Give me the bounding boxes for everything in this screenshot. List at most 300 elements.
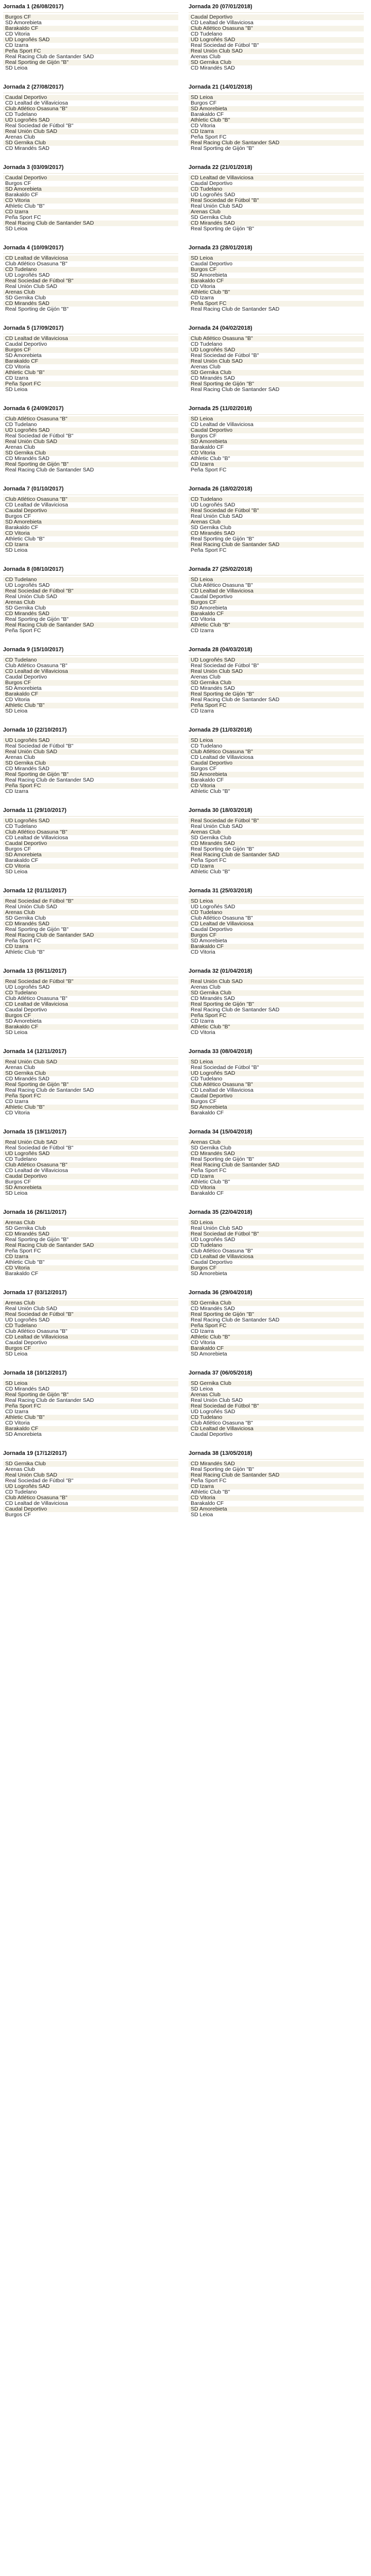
- round-title: Jornada 13 (05/11/2017): [3, 968, 66, 974]
- team-line: CD Vitoria: [5, 31, 30, 37]
- team-line: SD Amorebieta: [5, 1432, 42, 1437]
- team-line: Club Atlético Osasuna "B": [191, 583, 253, 588]
- team-line: CD Izarra: [5, 376, 28, 381]
- team-line: Real Sociedad de Fútbol "B": [189, 818, 364, 824]
- team-line: Real Sociedad de Fútbol "B": [189, 508, 364, 514]
- team-line: Burgos CF: [5, 514, 31, 519]
- team-line: Real Sporting de Gijón "B": [5, 307, 69, 312]
- team-line: SD Gernika Club: [5, 1226, 46, 1231]
- team-line: Real Sociedad de Fútbol "B": [191, 663, 259, 669]
- team-line: CD Tudelano: [3, 1323, 178, 1329]
- round-row: [0, 1206, 371, 1286]
- team-line: CD Izarra: [189, 863, 364, 869]
- team-line: Barakaldo CF: [3, 26, 178, 31]
- team-line: Real Racing Club de Santander SAD: [189, 1472, 364, 1478]
- round-title: Jornada 21 (14/01/2018): [189, 84, 252, 90]
- team-line: CD Vitoria: [189, 1185, 364, 1191]
- team-line: Arenas Club: [189, 1392, 364, 1398]
- team-line: UD Logroñés SAD: [191, 1409, 235, 1415]
- team-line: SD Amorebieta: [5, 353, 42, 359]
- team-line: CD Vitoria: [5, 1110, 30, 1116]
- team-line: SD Amorebieta: [3, 1185, 178, 1191]
- team-line: Real Sporting de Gijón "B": [3, 462, 178, 467]
- team-line: CD Lealtad de Villaviciosa: [191, 20, 254, 26]
- team-line: Real Sociedad de Fútbol "B": [3, 588, 178, 594]
- team-line: CD Lealtad de Villaviciosa: [5, 835, 68, 841]
- team-line: CD Tudelano: [5, 112, 37, 117]
- team-line: CD Lealtad de Villaviciosa: [5, 100, 68, 106]
- team-line: CD Mirandés SAD: [3, 1231, 178, 1237]
- round-title: Jornada 19 (17/12/2017): [3, 1450, 67, 1456]
- round-title: Jornada 15 (19/11/2017): [3, 1129, 66, 1135]
- team-line: CD Izarra: [5, 789, 28, 794]
- team-line: CD Tudelano: [189, 187, 364, 192]
- team-line: Peña Sport FC: [5, 628, 41, 634]
- team-line: Arenas Club: [189, 829, 364, 835]
- team-line: CD Lealtad de Villaviciosa: [189, 1426, 364, 1432]
- team-line: Arenas Club: [191, 985, 221, 990]
- team-line: SD Leioa: [5, 65, 28, 71]
- team-line: Real Sporting de Gijón "B": [191, 146, 255, 151]
- round-title: Jornada 18 (10/12/2017): [3, 1370, 67, 1376]
- team-line: Caudal Deportivo: [3, 841, 178, 846]
- team-line: Real Unión Club SAD: [191, 514, 243, 519]
- team-line: Real Racing Club de Santander SAD: [191, 1007, 280, 1013]
- round-row: [0, 321, 371, 402]
- team-line: Barakaldo CF: [5, 192, 39, 198]
- team-line: Peña Sport FC: [191, 467, 227, 473]
- team-line: CD Vitoria: [191, 1340, 215, 1346]
- team-line: SD Gernika Club: [3, 1071, 178, 1076]
- team-line: CD Lealtad de Villaviciosa: [191, 755, 254, 760]
- team-line: Barakaldo CF: [189, 1346, 364, 1351]
- round-row: [0, 0, 371, 80]
- team-line: Peña Sport FC: [189, 1013, 364, 1019]
- team-line: Peña Sport FC: [189, 703, 364, 708]
- team-line: Caudal Deportivo: [3, 95, 178, 100]
- round-block: [0, 1206, 185, 1286]
- team-line: CD Vitoria: [191, 123, 215, 129]
- team-line: Real Unión Club SAD: [189, 48, 364, 54]
- round-title: Jornada 32 (01/04/2018): [189, 968, 252, 974]
- team-line: CD Izarra: [5, 43, 28, 48]
- team-line: Peña Sport FC: [191, 548, 227, 553]
- team-line: Burgos CF: [3, 680, 178, 686]
- round-block: [0, 1125, 185, 1206]
- team-line: Peña Sport FC: [191, 858, 227, 863]
- team-line: SD Leioa: [189, 1059, 364, 1065]
- team-line: CD Lealtad de Villaviciosa: [189, 588, 364, 594]
- round-title: Jornada 29 (11/03/2018): [189, 727, 252, 733]
- team-line: Peña Sport FC: [3, 1403, 178, 1409]
- team-line: CD Mirandés SAD: [191, 65, 235, 71]
- team-line: Burgos CF: [189, 933, 364, 938]
- team-line: CD Tudelano: [5, 824, 37, 829]
- team-line: CD Lealtad de Villaviciosa: [3, 336, 178, 342]
- team-line: Real Sporting de Gijón "B": [191, 846, 255, 852]
- team-line: Real Unión Club SAD: [189, 669, 364, 674]
- round-divider: [3, 1057, 178, 1058]
- team-line: UD Logroñés SAD: [191, 502, 235, 508]
- team-line: UD Logroñés SAD: [5, 1317, 50, 1323]
- team-line: Peña Sport FC: [5, 938, 41, 944]
- team-line: Arenas Club: [3, 1220, 178, 1226]
- team-line: Real Sporting de Gijón "B": [189, 1312, 364, 1317]
- team-line: SD Leioa: [5, 708, 28, 714]
- team-line: CD Izarra: [189, 1174, 364, 1179]
- round-row: [0, 241, 371, 321]
- team-line: CD Lealtad de Villaviciosa: [189, 1254, 364, 1260]
- round-block: [185, 241, 371, 321]
- team-line: Club Atlético Osasuna "B": [189, 1082, 364, 1088]
- team-line: CD Tudelano: [191, 1076, 223, 1082]
- team-line: Peña Sport FC: [189, 1323, 364, 1329]
- team-line: Real Unión Club SAD: [5, 594, 57, 600]
- team-line: Peña Sport FC: [191, 1168, 227, 1174]
- team-line: Real Unión Club SAD: [5, 1306, 57, 1312]
- team-line: SD Leioa: [189, 95, 364, 100]
- round-block: [185, 563, 371, 643]
- round-divider: [189, 12, 364, 13]
- team-line: Real Unión Club SAD: [3, 1059, 178, 1065]
- round-divider: [3, 655, 178, 656]
- team-line: Real Unión Club SAD: [3, 1140, 178, 1145]
- team-line: Real Sporting de Gijón "B": [3, 1082, 178, 1088]
- team-line: Real Sociedad de Fútbol "B": [189, 1403, 364, 1409]
- team-line: CD Izarra: [5, 1409, 28, 1415]
- team-line: SD Leioa: [5, 1191, 28, 1196]
- team-line: Real Racing Club de Santander SAD: [3, 933, 178, 938]
- round-block: [185, 482, 371, 563]
- team-line: SD Leioa: [5, 1030, 28, 1036]
- team-line: Caudal Deportivo: [3, 175, 178, 181]
- team-line: Barakaldo CF: [3, 1024, 178, 1030]
- team-line: SD Gernika Club: [189, 60, 364, 65]
- team-line: CD Lealtad de Villaviciosa: [3, 1002, 178, 1007]
- team-line: SD Leioa: [189, 577, 364, 583]
- team-line: CD Mirandés SAD: [5, 1076, 49, 1082]
- round-title: Jornada 27 (25/02/2018): [189, 566, 252, 572]
- team-line: CD Vitoria: [5, 1420, 30, 1426]
- team-line: UD Logroñés SAD: [5, 985, 50, 990]
- team-line: SD Amorebieta: [3, 519, 178, 525]
- team-line: Barakaldo CF: [191, 445, 224, 450]
- team-line: Real Sporting de Gijón "B": [191, 536, 255, 542]
- team-line: CD Vitoria: [3, 198, 178, 204]
- round-block: [0, 402, 185, 482]
- round-title: Jornada 34 (15/04/2018): [189, 1129, 252, 1135]
- team-line: SD Gernika Club: [189, 1300, 364, 1306]
- team-line: Peña Sport FC: [3, 783, 178, 789]
- round-block: [0, 321, 185, 402]
- team-line: CD Vitoria: [191, 1030, 215, 1036]
- team-line: Caudal Deportivo: [191, 261, 233, 267]
- round-block: [0, 563, 185, 643]
- round-block: [185, 321, 371, 402]
- team-line: Real Sociedad de Fútbol "B": [5, 123, 74, 129]
- team-line: Caudal Deportivo: [191, 594, 233, 600]
- team-line: Caudal Deportivo: [3, 508, 178, 514]
- round-block: [0, 482, 185, 563]
- round-title: Jornada 9 (15/10/2017): [3, 647, 64, 653]
- team-line: Real Sporting de Gijón "B": [189, 691, 364, 697]
- round-row: [0, 402, 371, 482]
- team-line: SD Gernika Club: [5, 605, 46, 611]
- team-line: Real Racing Club de Santander SAD: [5, 1398, 94, 1403]
- team-line: Real Sociedad de Fútbol "B": [5, 1145, 74, 1151]
- team-line: Barakaldo CF: [5, 1271, 39, 1277]
- team-line: Caudal Deportivo: [189, 14, 364, 20]
- team-line: SD Gernika Club: [191, 525, 231, 531]
- team-line: Arenas Club: [189, 519, 364, 525]
- team-line: Arenas Club: [5, 755, 35, 760]
- round-row: [0, 161, 371, 241]
- team-line: Club Atlético Osasuna "B": [3, 1162, 178, 1168]
- team-line: CD Izarra: [191, 295, 214, 301]
- team-line: Real Sporting de Gijón "B": [191, 1157, 255, 1162]
- team-line: Athletic Club "B": [191, 869, 230, 875]
- team-line: Club Atlético Osasuna "B": [189, 336, 364, 342]
- round-divider: [3, 414, 178, 415]
- team-line: SD Leioa: [189, 256, 364, 261]
- team-line: Burgos CF: [189, 267, 364, 273]
- round-block: [0, 643, 185, 723]
- round-title: Jornada 7 (01/10/2017): [3, 486, 64, 492]
- team-line: Barakaldo CF: [5, 858, 39, 863]
- team-line: CD Vitoria: [5, 364, 30, 370]
- team-line: CD Lealtad de Villaviciosa: [3, 1334, 178, 1340]
- team-line: UD Logroñés SAD: [189, 1071, 364, 1076]
- round-title: Jornada 38 (13/05/2018): [189, 1450, 252, 1456]
- team-line: Real Sociedad de Fútbol "B": [189, 1231, 364, 1237]
- team-line: CD Lealtad de Villaviciosa: [3, 256, 178, 261]
- team-line: SD Gernika Club: [3, 1461, 178, 1467]
- team-line: SD Gernika Club: [5, 295, 46, 301]
- team-line: Real Unión Club SAD: [191, 1398, 243, 1403]
- team-line: Real Sociedad de Fútbol "B": [5, 433, 74, 439]
- team-line: Club Atlético Osasuna "B": [3, 829, 178, 835]
- team-line: UD Logroñés SAD: [3, 738, 178, 743]
- round-row: [0, 804, 371, 884]
- team-line: SD Leioa: [191, 1512, 213, 1518]
- round-divider: [3, 173, 178, 174]
- round-row: [0, 1447, 371, 1527]
- team-line: UD Logroñés SAD: [3, 428, 178, 433]
- team-line: Real Racing Club de Santander SAD: [191, 697, 280, 703]
- round-block: [0, 1045, 185, 1125]
- team-line: Real Racing Club de Santander SAD: [189, 852, 364, 858]
- team-line: Barakaldo CF: [189, 611, 364, 617]
- team-line: SD Amorebieta: [5, 1019, 42, 1024]
- round-row: [0, 1045, 371, 1125]
- round-block: [0, 161, 185, 241]
- team-line: Athletic Club "B": [3, 370, 178, 376]
- round-block: [0, 241, 185, 321]
- team-line: Burgos CF: [191, 766, 217, 772]
- round-block: [0, 80, 185, 161]
- team-line: CD Mirandés SAD: [3, 301, 178, 307]
- team-line: Barakaldo CF: [191, 1501, 224, 1506]
- round-row: [0, 643, 371, 723]
- team-line: CD Izarra: [189, 462, 364, 467]
- team-line: Athletic Club "B": [5, 1260, 45, 1265]
- round-block: [185, 80, 371, 161]
- team-line: CD Izarra: [191, 1019, 214, 1024]
- team-line: Arenas Club: [5, 1065, 35, 1071]
- team-line: Real Unión Club SAD: [3, 749, 178, 755]
- team-line: Arenas Club: [3, 910, 178, 916]
- team-line: SD Gernika Club: [189, 1381, 364, 1386]
- round-title: Jornada 12 (01/11/2017): [3, 888, 66, 894]
- team-line: SD Leioa: [5, 226, 28, 232]
- team-line: Burgos CF: [191, 433, 217, 439]
- team-line: Barakaldo CF: [191, 1191, 224, 1196]
- team-line: SD Amorebieta: [191, 605, 227, 611]
- team-line: Real Sociedad de Fútbol "B": [3, 899, 178, 904]
- team-line: CD Mirandés SAD: [3, 611, 178, 617]
- round-row: [0, 80, 371, 161]
- team-line: Burgos CF: [5, 1179, 31, 1185]
- team-line: Real Racing Club de Santander SAD: [5, 467, 94, 473]
- team-line: SD Amorebieta: [3, 852, 178, 858]
- team-line: CD Izarra: [189, 129, 364, 134]
- team-line: Real Racing Club de Santander SAD: [191, 307, 280, 312]
- team-line: CD Tudelano: [191, 743, 223, 749]
- team-line: CD Lealtad de Villaviciosa: [189, 175, 364, 181]
- team-line: Arenas Club: [3, 600, 178, 605]
- team-line: CD Izarra: [191, 708, 214, 714]
- team-line: Real Racing Club de Santander SAD: [191, 1317, 280, 1323]
- round-title: Jornada 5 (17/09/2017): [3, 325, 64, 331]
- team-line: Athletic Club "B": [189, 1334, 364, 1340]
- team-line: CD Mirandés SAD: [191, 996, 235, 1002]
- team-line: Caudal Deportivo: [189, 760, 364, 766]
- team-line: Caudal Deportivo: [3, 1506, 178, 1512]
- team-line: CD Mirandés SAD: [189, 841, 364, 846]
- team-line: CD Tudelano: [189, 1415, 364, 1420]
- round-block: [185, 1366, 371, 1447]
- team-line: Burgos CF: [189, 1265, 364, 1271]
- team-line: CD Mirandés SAD: [191, 1306, 235, 1312]
- team-line: Athletic Club "B": [5, 204, 45, 209]
- round-title: Jornada 33 (08/04/2018): [189, 1048, 252, 1055]
- team-line: CD Mirandés SAD: [5, 1386, 49, 1392]
- round-title: Jornada 20 (07/01/2018): [189, 4, 252, 10]
- team-line: Real Unión Club SAD: [189, 979, 364, 985]
- team-line: Real Racing Club de Santander SAD: [5, 54, 94, 60]
- team-line: SD Amorebieta: [189, 772, 364, 777]
- round-block: [185, 1286, 371, 1366]
- team-line: Arenas Club: [3, 290, 178, 295]
- team-line: Real Sociedad de Fútbol "B": [5, 743, 74, 749]
- team-line: Real Sociedad de Fútbol "B": [3, 979, 178, 985]
- team-line: SD Amorebieta: [189, 439, 364, 445]
- team-line: SD Gernika Club: [191, 835, 231, 841]
- team-line: Caudal Deportivo: [191, 1260, 233, 1265]
- team-line: Real Sporting de Gijón "B": [191, 1467, 255, 1472]
- team-line: Club Atlético Osasuna "B": [5, 996, 68, 1002]
- round-divider: [3, 12, 178, 13]
- round-divider: [189, 1298, 364, 1299]
- round-title: Jornada 2 (27/08/2017): [3, 84, 64, 90]
- team-line: CD Vitoria: [189, 450, 364, 456]
- team-line: Real Unión Club SAD: [189, 359, 364, 364]
- team-line: Caudal Deportivo: [5, 1340, 47, 1346]
- team-line: Peña Sport FC: [3, 1093, 178, 1099]
- team-line: CD Vitoria: [5, 697, 30, 703]
- team-line: CD Mirandés SAD: [191, 376, 235, 381]
- team-line: Arenas Club: [189, 1140, 364, 1145]
- team-line: CD Tudelano: [191, 31, 223, 37]
- round-block: [0, 964, 185, 1045]
- round-block: [185, 884, 371, 964]
- team-line: Peña Sport FC: [191, 134, 227, 140]
- team-line: Peña Sport FC: [5, 1248, 41, 1254]
- round-divider: [3, 1298, 178, 1299]
- team-line: CD Tudelano: [5, 1157, 37, 1162]
- team-line: CD Mirandés SAD: [189, 1151, 364, 1157]
- team-line: Real Racing Club de Santander SAD: [191, 387, 280, 393]
- team-line: Caudal Deportivo: [189, 428, 364, 433]
- team-line: Peña Sport FC: [5, 215, 41, 221]
- round-row: [0, 1125, 371, 1206]
- round-title: Jornada 31 (25/03/2018): [189, 888, 252, 894]
- round-block: [185, 804, 371, 884]
- team-line: SD Leioa: [189, 738, 364, 743]
- team-line: Athletic Club "B": [191, 456, 230, 462]
- team-line: CD Vitoria: [189, 1495, 364, 1501]
- team-line: CD Vitoria: [191, 617, 215, 622]
- team-line: CD Vitoria: [189, 783, 364, 789]
- team-line: Real Racing Club de Santander SAD: [3, 622, 178, 628]
- team-line: Caudal Deportivo: [191, 181, 233, 187]
- team-line: SD Gernika Club: [3, 760, 178, 766]
- team-line: SD Amorebieta: [191, 938, 227, 944]
- team-line: Arenas Club: [5, 1467, 35, 1472]
- team-line: CD Tudelano: [3, 990, 178, 996]
- team-line: SD Gernika Club: [189, 680, 364, 686]
- team-line: SD Amorebieta: [189, 1105, 364, 1110]
- round-block: [185, 0, 371, 80]
- team-line: Club Atlético Osasuna "B": [3, 416, 178, 422]
- team-line: CD Tudelano: [5, 422, 37, 428]
- team-line: CD Mirandés SAD: [5, 146, 49, 151]
- round-title: Jornada 1 (26/08/2017): [3, 4, 64, 10]
- team-line: SD Gernika Club: [191, 215, 231, 221]
- round-block: [0, 1366, 185, 1447]
- round-divider: [189, 173, 364, 174]
- round-row: [0, 884, 371, 964]
- team-line: SD Amorebieta: [189, 106, 364, 112]
- round-block: [185, 1045, 371, 1125]
- team-line: Caudal Deportivo: [191, 927, 233, 933]
- team-line: UD Logroñés SAD: [191, 1237, 235, 1243]
- team-line: Burgos CF: [3, 14, 178, 20]
- team-line: Arenas Club: [5, 445, 35, 450]
- team-line: Real Sociedad de Fútbol "B": [191, 353, 259, 359]
- team-line: CD Lealtad de Villaviciosa: [191, 1088, 254, 1093]
- team-line: Arenas Club: [189, 209, 364, 215]
- team-line: Peña Sport FC: [3, 381, 178, 387]
- team-line: Club Atlético Osasuna "B": [3, 1495, 178, 1501]
- team-line: Athletic Club "B": [189, 290, 364, 295]
- round-block: [185, 1206, 371, 1286]
- team-line: Burgos CF: [5, 1512, 31, 1518]
- round-divider: [3, 1459, 178, 1460]
- round-block: [185, 1447, 371, 1527]
- round-title: Jornada 3 (03/09/2017): [3, 164, 64, 171]
- round-row: [0, 482, 371, 563]
